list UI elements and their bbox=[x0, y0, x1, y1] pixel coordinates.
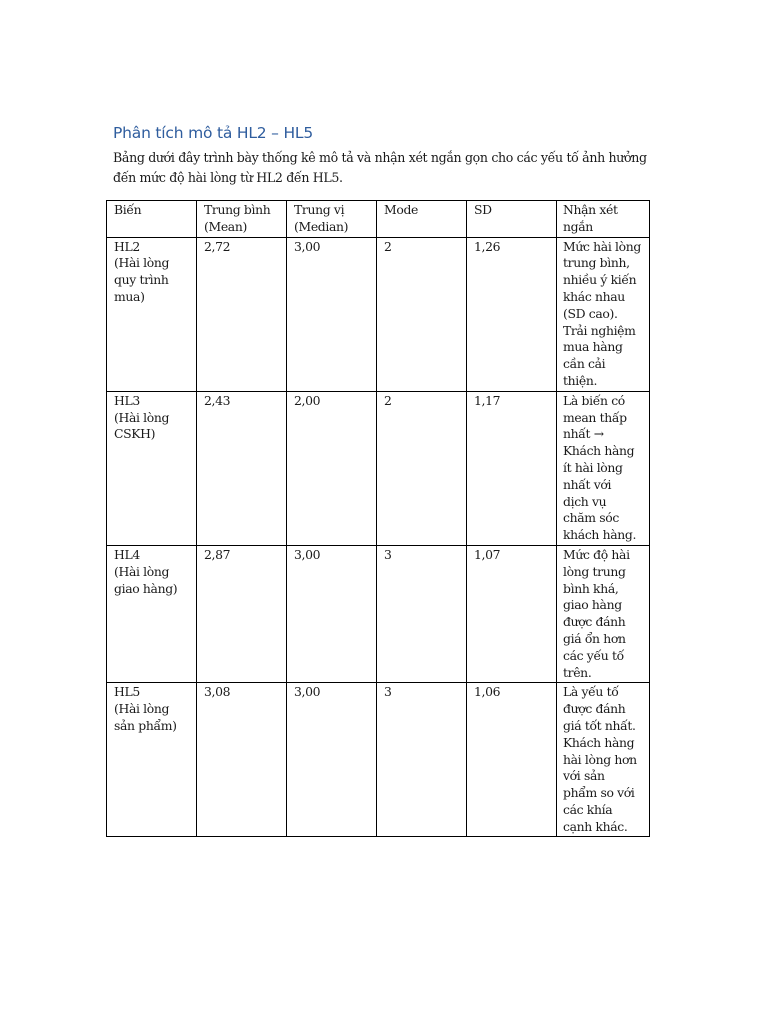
intro-paragraph bbox=[113, 148, 653, 188]
header-comment: Nhận xét ngắn bbox=[557, 201, 650, 238]
cell-variable bbox=[107, 545, 197, 682]
cell-median bbox=[287, 391, 377, 545]
cell-comment-line: các khía bbox=[563, 801, 613, 817]
intro-line: đến mức độ hài lòng từ HL2 đến HL5. bbox=[113, 170, 343, 185]
cell-variable-line: HL5 bbox=[114, 684, 140, 700]
cell-comment-line: chăm sóc bbox=[563, 510, 619, 526]
cell-mode bbox=[377, 683, 467, 837]
cell-comment-line: Là yếu tố bbox=[563, 684, 619, 700]
cell-median-value: 3,00 bbox=[294, 684, 321, 700]
cell-comment-line: dịch vụ bbox=[563, 493, 607, 509]
cell-variable-line: (Hài lòng bbox=[114, 255, 170, 271]
cell-comment bbox=[557, 391, 650, 545]
cell-comment-line: mean thấp bbox=[563, 409, 627, 425]
cell-comment-line: (SD cao). bbox=[563, 305, 618, 321]
cell-comment-line: giá ổn hơn bbox=[563, 630, 626, 646]
cell-sd-value: 1,06 bbox=[474, 684, 501, 700]
cell-variable-line: (Hài lòng bbox=[114, 409, 170, 425]
header-variable: Biến bbox=[107, 201, 197, 238]
cell-comment-line: lòng trung bbox=[563, 563, 626, 579]
cell-mean-value: 2,43 bbox=[204, 392, 231, 408]
cell-comment-line: ít hài lòng bbox=[563, 459, 623, 475]
cell-comment-line: Khách hàng bbox=[563, 443, 635, 459]
header-sd: SD bbox=[467, 201, 557, 238]
cell-median-value: 2,00 bbox=[294, 392, 321, 408]
cell-sd-value: 1,07 bbox=[474, 546, 501, 562]
cell-sd bbox=[467, 545, 557, 682]
cell-sd bbox=[467, 683, 557, 837]
cell-mean-value: 3,08 bbox=[204, 684, 231, 700]
cell-variable-line: (Hài lòng bbox=[114, 701, 170, 717]
cell-comment-line: mua hàng bbox=[563, 339, 623, 355]
cell-comment-line: nhiều ý kiến bbox=[563, 272, 637, 288]
cell-comment-line: phẩm so với bbox=[563, 785, 635, 801]
cell-mean bbox=[197, 237, 287, 391]
cell-mode bbox=[377, 237, 467, 391]
cell-variable-line: CSKH) bbox=[114, 426, 156, 442]
cell-comment bbox=[557, 237, 650, 391]
cell-variable-line: HL3 bbox=[114, 392, 140, 408]
descriptive-stats-table bbox=[106, 200, 650, 837]
table-row bbox=[107, 683, 650, 837]
table-row bbox=[107, 545, 650, 682]
cell-mean-value: 2,72 bbox=[204, 238, 231, 254]
cell-comment-line: thiện. bbox=[563, 372, 598, 388]
cell-comment-line: Mức độ hài bbox=[563, 546, 630, 562]
cell-comment-line: trung bình, bbox=[563, 255, 630, 271]
cell-mean bbox=[197, 545, 287, 682]
cell-variable-line: quy trình bbox=[114, 272, 169, 288]
table-row bbox=[107, 237, 650, 391]
cell-variable-line: mua) bbox=[114, 288, 145, 304]
cell-variable-line: HL4 bbox=[114, 546, 140, 562]
cell-comment-line: cần cải bbox=[563, 356, 606, 372]
cell-mode bbox=[377, 545, 467, 682]
cell-comment-line: hài lòng hơn bbox=[563, 751, 637, 767]
cell-median bbox=[287, 237, 377, 391]
cell-median-value: 3,00 bbox=[294, 546, 321, 562]
cell-comment-line: giao hàng bbox=[563, 597, 622, 613]
header-median: Trung vị (Median) bbox=[287, 201, 377, 238]
cell-sd bbox=[467, 391, 557, 545]
cell-variable-line: (Hài lòng bbox=[114, 563, 170, 579]
cell-mode-value: 2 bbox=[384, 238, 392, 254]
cell-comment-line: Mức hài lòng bbox=[563, 238, 641, 254]
header-row bbox=[107, 201, 650, 238]
cell-mode-value: 2 bbox=[384, 392, 392, 408]
cell-mean bbox=[197, 683, 287, 837]
cell-sd-value: 1,17 bbox=[474, 392, 501, 408]
cell-comment-line: bình khá, bbox=[563, 580, 619, 596]
cell-variable-line: HL2 bbox=[114, 238, 140, 254]
cell-median bbox=[287, 683, 377, 837]
cell-comment-line: Là biến có bbox=[563, 392, 625, 408]
cell-comment-line: giá tốt nhất. bbox=[563, 717, 636, 733]
cell-mode-value: 3 bbox=[384, 546, 392, 562]
cell-mean-value: 2,87 bbox=[204, 546, 231, 562]
cell-comment-line: nhất với bbox=[563, 476, 612, 492]
cell-comment-line: được đánh bbox=[563, 701, 626, 717]
intro-line: Bảng dưới đây trình bày thống kê mô tả và nhận xét ngắn gọn cho các yếu tố ảnh hưởng bbox=[113, 150, 647, 165]
cell-variable bbox=[107, 391, 197, 545]
table-header bbox=[107, 201, 650, 238]
cell-variable bbox=[107, 237, 197, 391]
table-body bbox=[107, 237, 650, 837]
cell-variable bbox=[107, 683, 197, 837]
table-row bbox=[107, 391, 650, 545]
cell-median bbox=[287, 545, 377, 682]
section-heading: Phân tích mô tả HL2 – HL5 bbox=[113, 124, 313, 142]
header-mean: Trung bình (Mean) bbox=[197, 201, 287, 238]
cell-sd-value: 1,26 bbox=[474, 238, 501, 254]
cell-mode-value: 3 bbox=[384, 684, 392, 700]
cell-comment-line: Trải nghiệm bbox=[563, 322, 636, 338]
cell-comment-line: được đánh bbox=[563, 614, 626, 630]
cell-comment-line: khác nhau bbox=[563, 288, 625, 304]
cell-comment-line: trên. bbox=[563, 664, 592, 680]
cell-comment-line: khách hàng. bbox=[563, 527, 637, 543]
header-mode: Mode bbox=[377, 201, 467, 238]
cell-comment bbox=[557, 545, 650, 682]
cell-median-value: 3,00 bbox=[294, 238, 321, 254]
cell-comment-line: với sản bbox=[563, 768, 605, 784]
cell-comment-line: Khách hàng bbox=[563, 734, 635, 750]
cell-comment-line: các yếu tố bbox=[563, 647, 624, 663]
cell-comment-line: nhất → bbox=[563, 426, 604, 442]
cell-mean bbox=[197, 391, 287, 545]
cell-variable-line: sản phẩm) bbox=[114, 717, 177, 733]
cell-comment-line: cạnh khác. bbox=[563, 818, 628, 834]
cell-mode bbox=[377, 391, 467, 545]
cell-sd bbox=[467, 237, 557, 391]
cell-variable-line: giao hàng) bbox=[114, 580, 178, 596]
cell-comment bbox=[557, 683, 650, 837]
